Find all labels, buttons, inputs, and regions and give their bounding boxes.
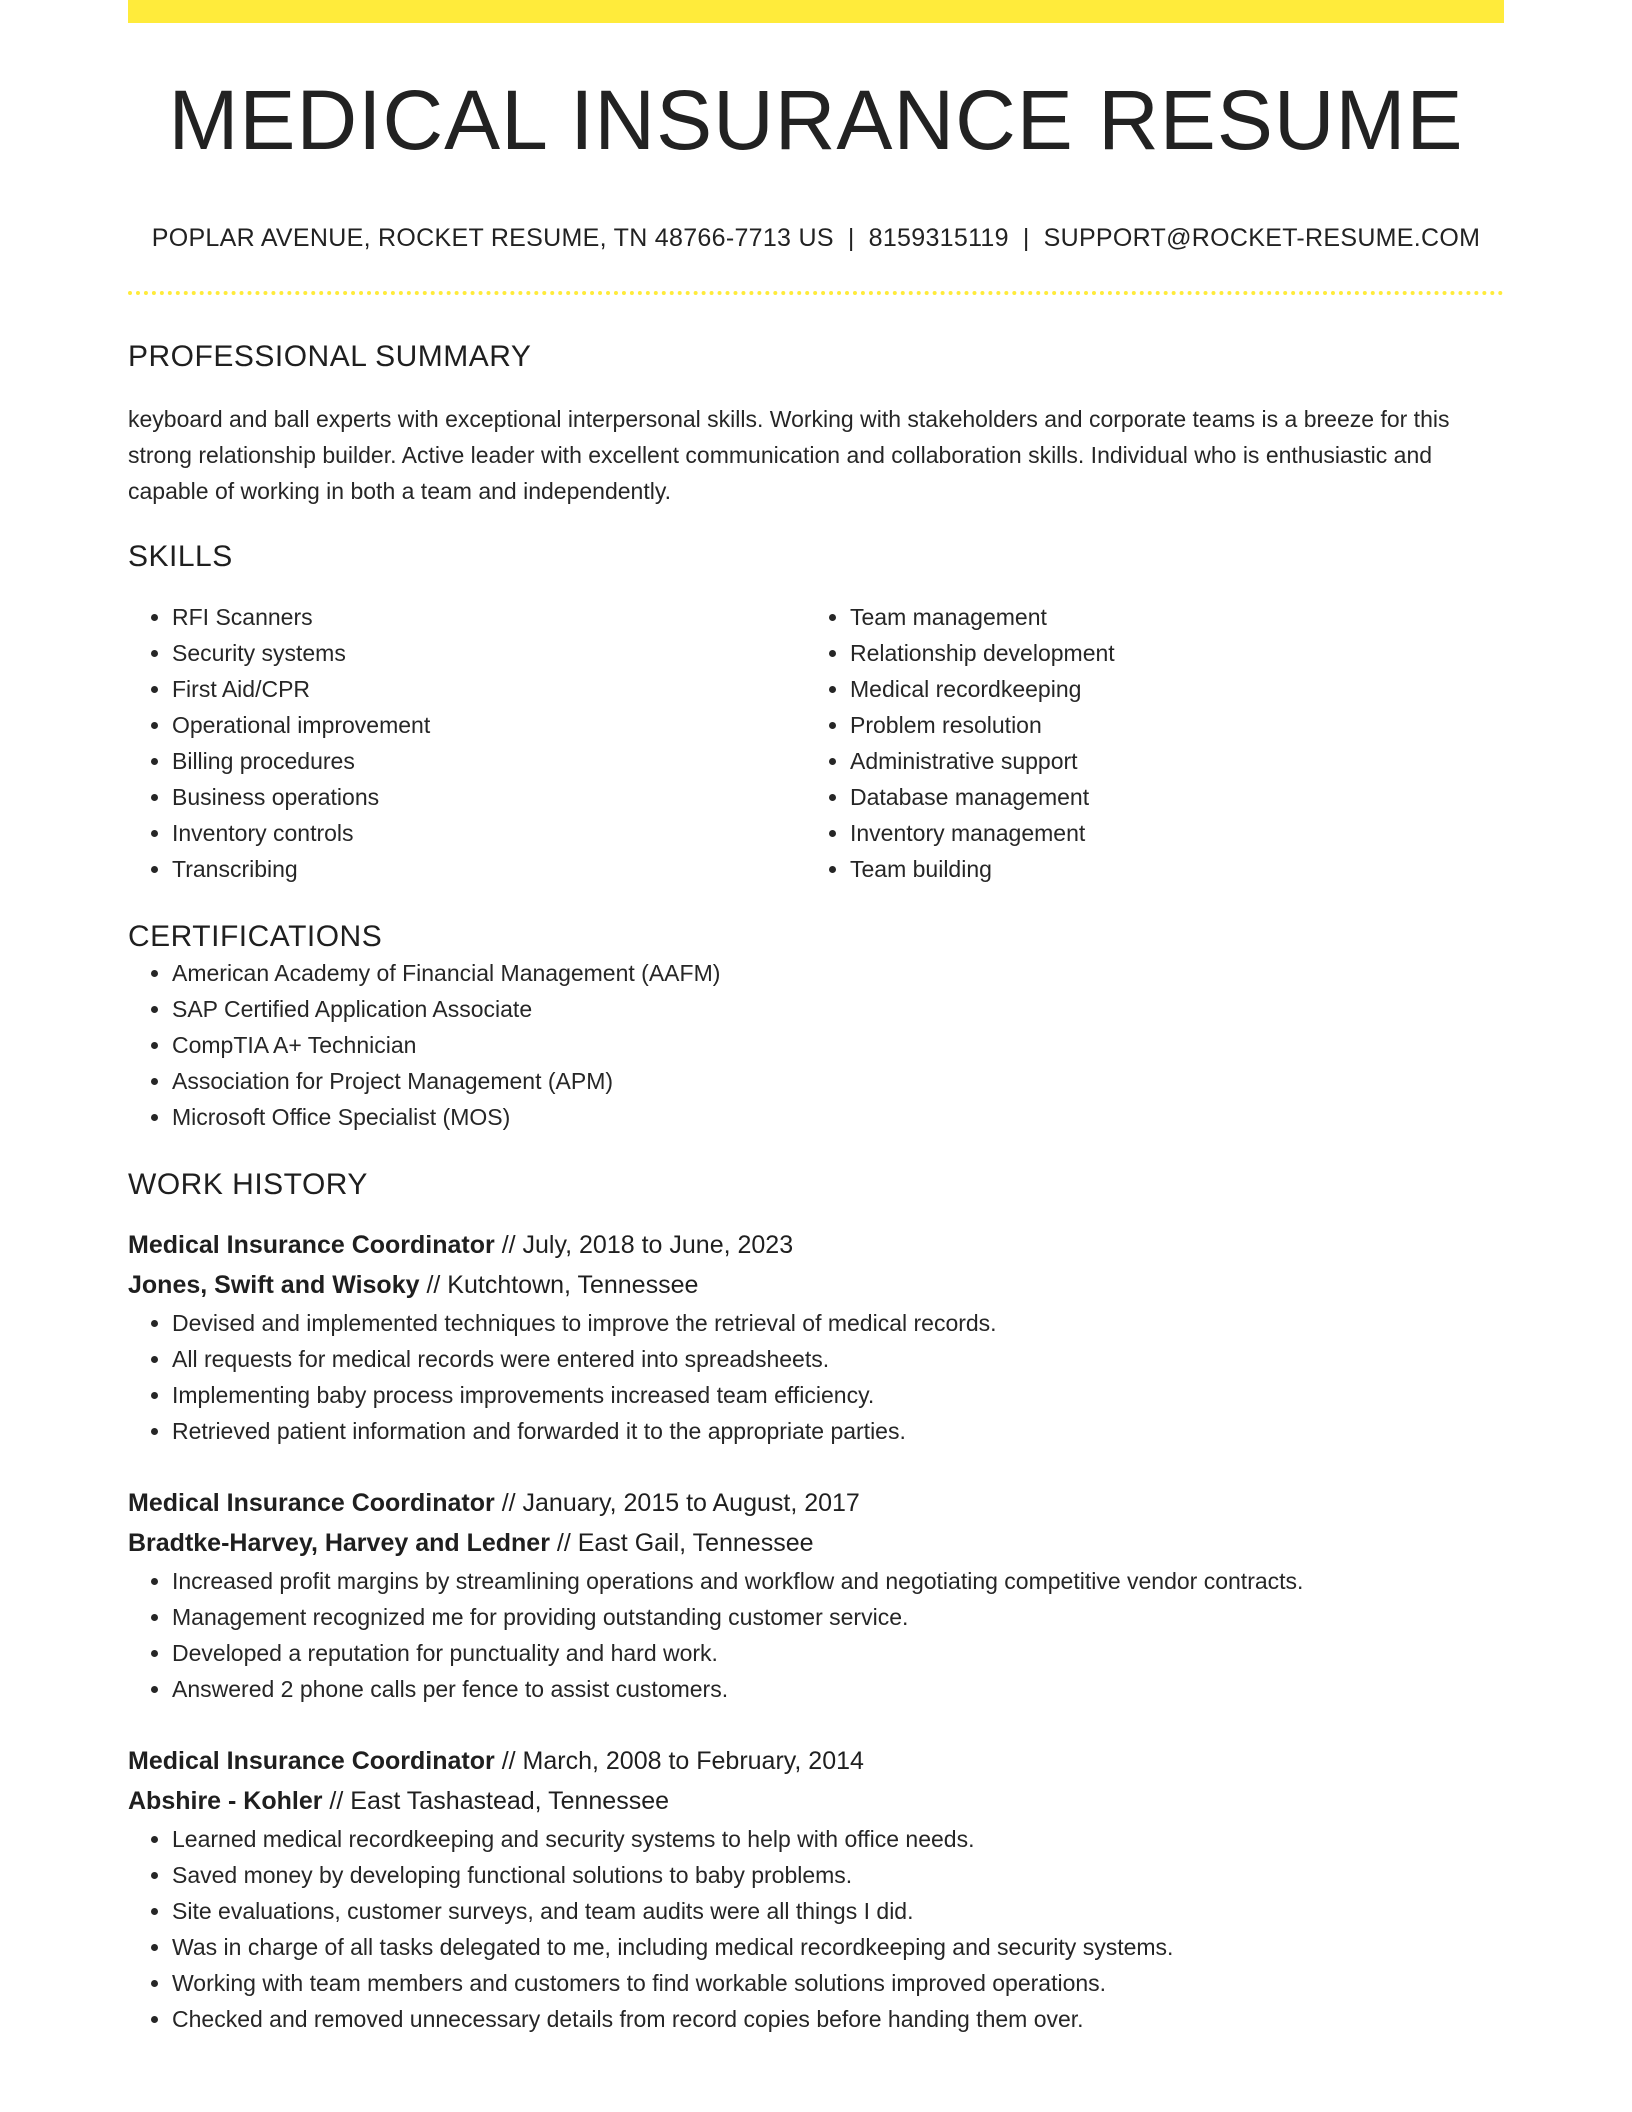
list-item: • CompTIA A+ Technician <box>172 1027 1504 1063</box>
list-item: • Learned medical recordkeeping and security systems to help with office needs. <box>172 1821 1504 1857</box>
job-dates: // January, 2015 to August, 2017 <box>494 1489 860 1517</box>
job-dates: // July, 2018 to June, 2023 <box>494 1231 794 1259</box>
list-item: • Team building <box>850 851 1484 887</box>
job-bullets <box>128 1821 1504 2037</box>
job-location: // Kutchtown, Tennessee <box>419 1271 699 1299</box>
contact-separator: | <box>847 224 855 252</box>
list-item: • Operational improvement <box>172 707 806 743</box>
job-title-line <box>128 1225 1504 1265</box>
list-item: • Retrieved patient information and forwarded it to the appropriate parties. <box>172 1413 1504 1449</box>
list-item: • All requests for medical records were entered into spreadsheets. <box>172 1341 1504 1377</box>
job-company-line <box>128 1781 1504 1821</box>
list-item: • Medical recordkeeping <box>850 671 1484 707</box>
list-item: • Relationship development <box>850 635 1484 671</box>
skills-grid <box>128 599 1504 887</box>
job-company-line <box>128 1265 1504 1305</box>
list-item: • Devised and implemented techniques to improve the retrieval of medical records. <box>172 1305 1504 1341</box>
list-item: • Team management <box>850 599 1484 635</box>
list-item: • Inventory controls <box>172 815 806 851</box>
list-item: • Checked and removed unnecessary details from record copies before handing them over. <box>172 2001 1504 2037</box>
contact-line <box>128 224 1504 253</box>
list-item: • Business operations <box>172 779 806 815</box>
job-title: Medical Insurance Coordinator <box>128 1747 495 1775</box>
job-company: Abshire - Kohler <box>128 1787 323 1815</box>
list-item: • Site evaluations, customer surveys, and team audits were all things I did. <box>172 1893 1504 1929</box>
resume-page <box>128 0 1504 2037</box>
contact-email: SUPPORT@ROCKET-RESUME.COM <box>1043 224 1481 252</box>
job-dates: // March, 2008 to February, 2014 <box>494 1747 864 1775</box>
list-item: • American Academy of Financial Management (AAFM) <box>172 955 1504 991</box>
job-title: Medical Insurance Coordinator <box>128 1231 495 1259</box>
certifications-section <box>128 919 1504 1135</box>
work-history-section <box>128 1167 1504 2037</box>
job-entry <box>128 1483 1504 1707</box>
list-item: • Administrative support <box>850 743 1484 779</box>
contact-address: POPLAR AVENUE, ROCKET RESUME, TN 48766-7713 US <box>151 224 834 252</box>
list-item: • Security systems <box>172 635 806 671</box>
list-item: • Developed a reputation for punctuality and hard work. <box>172 1635 1504 1671</box>
contact-phone: 8159315119 <box>868 224 1009 252</box>
list-item: • First Aid/CPR <box>172 671 806 707</box>
job-entry <box>128 1741 1504 2037</box>
summary-text: keyboard and ball experts with exceptional interpersonal skills. Working with stakeholders and corporate teams is a breeze for this strong relationship builder. Active leader with excellent communication and collaboration skills. Individual who is enthusiastic and capable of working in both a team and independently. <box>128 406 1450 504</box>
list-item: • Database management <box>850 779 1484 815</box>
job-bullets <box>128 1563 1504 1707</box>
skills-column-left <box>128 599 806 887</box>
list-item: • Association for Project Management (APM) <box>172 1063 1504 1099</box>
skills-list-right <box>806 599 1484 887</box>
list-item: • Transcribing <box>172 851 806 887</box>
certifications-heading: CERTIFICATIONS <box>128 920 383 953</box>
skills-heading: SKILLS <box>128 540 233 573</box>
list-item: • Increased profit margins by streamlining operations and workflow and negotiating competitive vendor contracts. <box>172 1563 1504 1599</box>
summary-heading: PROFESSIONAL SUMMARY <box>128 340 532 373</box>
resume-title: MEDICAL INSURANCE RESUME <box>168 73 1464 167</box>
list-item: • Implementing baby process improvements increased team efficiency. <box>172 1377 1504 1413</box>
skills-list-left <box>128 599 806 887</box>
job-title: Medical Insurance Coordinator <box>128 1489 495 1517</box>
job-bullets <box>128 1305 1504 1449</box>
list-item: • SAP Certified Application Associate <box>172 991 1504 1027</box>
job-location: // East Tashastead, Tennessee <box>322 1787 670 1815</box>
work-history-heading: WORK HISTORY <box>128 1168 368 1201</box>
job-entry <box>128 1225 1504 1449</box>
top-accent-bar <box>128 0 1504 23</box>
job-title-line <box>128 1483 1504 1523</box>
certifications-list <box>128 955 1504 1135</box>
list-item: • Answered 2 phone calls per fence to assist customers. <box>172 1671 1504 1707</box>
list-item: • Inventory management <box>850 815 1484 851</box>
list-item: • Microsoft Office Specialist (MOS) <box>172 1099 1504 1135</box>
list-item: • Was in charge of all tasks delegated to me, including medical recordkeeping and security systems. <box>172 1929 1504 1965</box>
skills-section <box>128 539 1504 887</box>
job-company: Jones, Swift and Wisoky <box>128 1271 420 1299</box>
list-item: • Management recognized me for providing outstanding customer service. <box>172 1599 1504 1635</box>
job-company-line <box>128 1523 1504 1563</box>
list-item: • RFI Scanners <box>172 599 806 635</box>
list-item: • Problem resolution <box>850 707 1484 743</box>
dotted-divider <box>128 291 1504 295</box>
job-location: // East Gail, Tennessee <box>549 1529 814 1557</box>
list-item: • Working with team members and customers to find workable solutions improved operations. <box>172 1965 1504 2001</box>
summary-section <box>128 339 1504 509</box>
job-company: Bradtke-Harvey, Harvey and Ledner <box>128 1529 550 1557</box>
contact-separator: | <box>1022 224 1030 252</box>
list-item: • Billing procedures <box>172 743 806 779</box>
job-title-line <box>128 1741 1504 1781</box>
skills-column-right <box>806 599 1484 887</box>
list-item: • Saved money by developing functional solutions to baby problems. <box>172 1857 1504 1893</box>
jobs-container <box>128 1225 1504 2037</box>
